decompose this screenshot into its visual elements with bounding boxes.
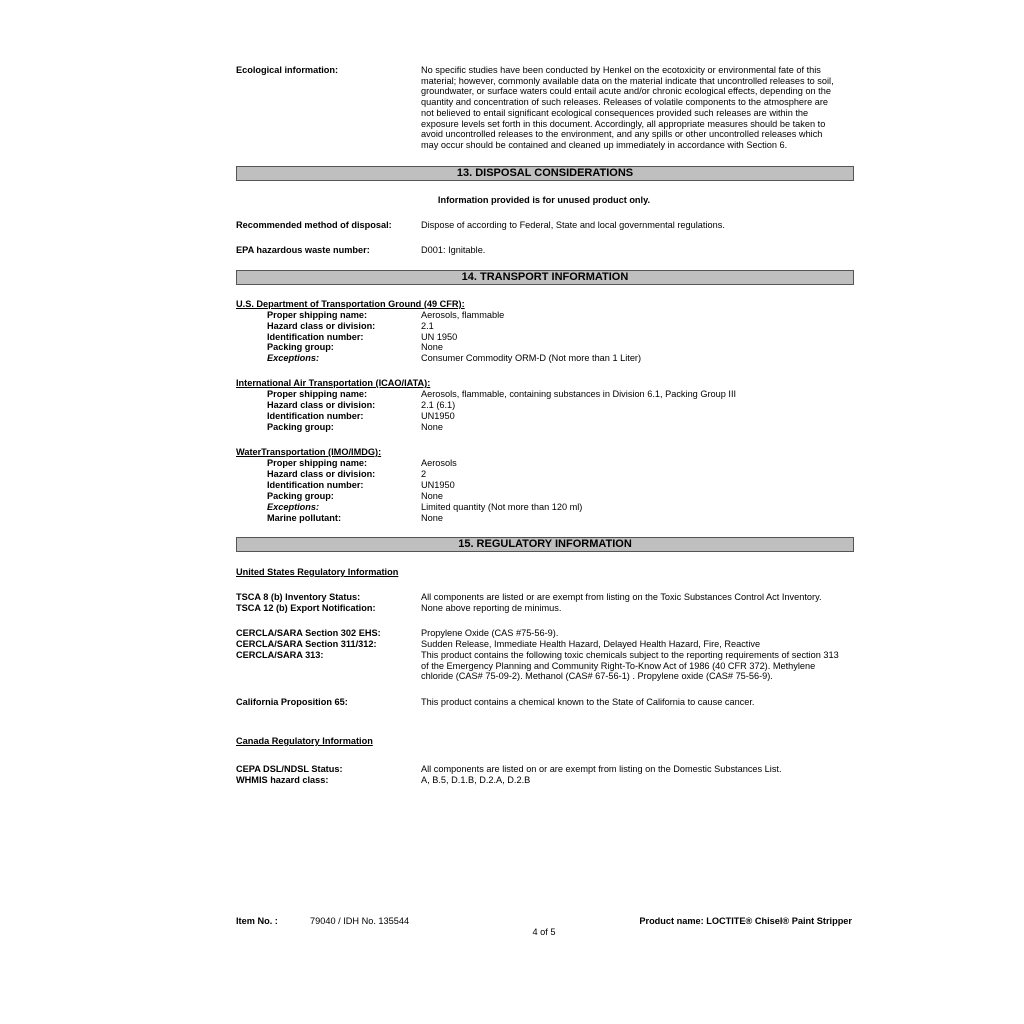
ground-transport-heading: U.S. Department of Transportation Ground (49 CFR): <box>236 299 465 309</box>
air-transport-heading: International Air Transportation (ICAO/IATA): <box>236 378 431 388</box>
water-hazard-label: Hazard class or division: <box>267 469 376 479</box>
cepa-label: CEPA DSL/NDSL Status: <box>236 764 343 774</box>
ground-exceptions-value: Consumer Commodity ORM-D (Not more than 1 Liter) <box>421 353 642 363</box>
epa-waste-label: EPA hazardous waste number: <box>236 245 370 255</box>
section-15-header: 15. REGULATORY INFORMATION <box>236 537 854 552</box>
ca65-value: This product contains a chemical known to the State of California to cause cancer. <box>421 697 755 707</box>
ecological-line: exposure levels set forth in this document. Accordingly, all appropriate measures should be taken to <box>421 118 826 129</box>
cercla-313-text <box>421 650 853 682</box>
cercla-313-line: chloride (CAS# 75-09-2). Methanol (CAS# 67-56-1) . Propylene oxide (CAS# 75-56-9). <box>421 671 773 682</box>
water-id-value: UN1950 <box>421 480 455 490</box>
whmis-value: A, B.5, D.1.B, D.2.A, D.2.B <box>421 775 531 785</box>
water-exceptions-value: Limited quantity (Not more than 120 ml) <box>421 502 583 512</box>
water-marine-value: None <box>421 513 443 523</box>
ground-shipping-label: Proper shipping name: <box>267 310 368 320</box>
unused-product-note: Information provided is for unused product only. <box>437 195 651 205</box>
ecological-line: avoid uncontrolled releases to the environment, and any spills or other uncontrolled releases which <box>421 129 823 140</box>
ground-packing-value: None <box>421 342 443 352</box>
canada-regulatory-heading: Canada Regulatory Information <box>236 736 373 746</box>
cercla-311-label: CERCLA/SARA Section 311/312: <box>236 639 377 649</box>
whmis-label: WHMIS hazard class: <box>236 775 329 785</box>
air-id-label: Identification number: <box>267 411 364 421</box>
section-13-header: 13. DISPOSAL CONSIDERATIONS <box>236 166 854 181</box>
ground-packing-label: Packing group: <box>267 342 334 352</box>
ecological-line: groundwater, or surface waters could entail acute and/or chronic ecological effects, depending on the <box>421 86 831 97</box>
water-id-label: Identification number: <box>267 480 364 490</box>
water-marine-label: Marine pollutant: <box>267 513 342 523</box>
page-number: 4 of 5 <box>532 927 556 937</box>
water-exceptions-label: Exceptions: <box>267 502 320 512</box>
tsca8-label: TSCA 8 (b) Inventory Status: <box>236 592 361 602</box>
section-14-header: 14. TRANSPORT INFORMATION <box>236 270 854 285</box>
cercla-313-line: of the Emergency Planning and Community Right-To-Know Act of 1986 (40 CFR 372). Methylene <box>421 660 816 671</box>
ecological-line: not believed to entail significant ecological consequences provided such releases are within the <box>421 107 809 118</box>
water-packing-label: Packing group: <box>267 491 334 501</box>
water-packing-value: None <box>421 491 443 501</box>
cercla-302-label: CERCLA/SARA Section 302 EHS: <box>236 628 381 638</box>
cercla-311-value: Sudden Release, Immediate Health Hazard, Delayed Health Hazard, Fire, Reactive <box>421 639 761 649</box>
disposal-method-label: Recommended method of disposal: <box>236 220 392 230</box>
ecological-line: quantity and concentration of such releases. Releases of volatile components to the atmosphere are <box>421 97 829 108</box>
product-name: Product name: LOCTITE® Chisel® Paint Stripper <box>639 916 852 926</box>
air-shipping-value: Aerosols, flammable, containing substances in Division 6.1, Packing Group III <box>421 389 737 399</box>
tsca12-value: None above reporting de minimus. <box>421 603 562 613</box>
cepa-value: All components are listed on or are exempt from listing on the Domestic Substances List. <box>421 764 782 774</box>
disposal-method-value: Dispose of according to Federal, State and local governmental regulations. <box>421 220 725 230</box>
water-hazard-value: 2 <box>421 469 427 479</box>
ecological-text <box>421 65 853 151</box>
ecological-line: may occur should be contained and cleaned up immediately in accordance with Section 6. <box>421 139 788 150</box>
ground-id-value: UN 1950 <box>421 332 458 342</box>
cercla-313-label: CERCLA/SARA 313: <box>236 650 324 660</box>
ecological-label: Ecological information: <box>236 65 339 75</box>
tsca8-value: All components are listed or are exempt from listing on the Toxic Substances Control Act Inventory. <box>421 592 822 602</box>
ground-id-label: Identification number: <box>267 332 364 342</box>
cercla-313-line: This product contains the following toxic chemicals subject to the reporting requirements of section 313 <box>421 650 839 660</box>
epa-waste-value: D001: Ignitable. <box>421 245 486 255</box>
water-shipping-value: Aerosols <box>421 458 457 468</box>
tsca12-label: TSCA 12 (b) Export Notification: <box>236 603 376 613</box>
us-regulatory-heading: United States Regulatory Information <box>236 567 399 577</box>
water-transport-heading: WaterTransportation (IMO/IMDG): <box>236 447 382 457</box>
ecological-line: material; however, commonly available data on the material indicate that uncontrolled releases to soil, <box>421 75 834 86</box>
water-shipping-label: Proper shipping name: <box>267 458 368 468</box>
ground-exceptions-label: Exceptions: <box>267 353 320 363</box>
ground-hazard-label: Hazard class or division: <box>267 321 376 331</box>
ground-hazard-value: 2.1 <box>421 321 434 331</box>
ground-shipping-value: Aerosols, flammable <box>421 310 505 320</box>
ecological-line: No specific studies have been conducted by Henkel on the ecotoxicity or environmental fate of this <box>421 65 821 75</box>
air-shipping-label: Proper shipping name: <box>267 389 368 399</box>
air-packing-label: Packing group: <box>267 422 334 432</box>
item-number-value: 79040 / IDH No. 135544 <box>310 916 410 926</box>
cercla-302-value: Propylene Oxide (CAS #75-56-9). <box>421 628 559 638</box>
ca65-label: California Proposition 65: <box>236 697 348 707</box>
air-hazard-label: Hazard class or division: <box>267 400 376 410</box>
air-hazard-value: 2.1 (6.1) <box>421 400 456 410</box>
item-number-label: Item No. : <box>236 916 278 926</box>
air-packing-value: None <box>421 422 443 432</box>
air-id-value: UN1950 <box>421 411 455 421</box>
